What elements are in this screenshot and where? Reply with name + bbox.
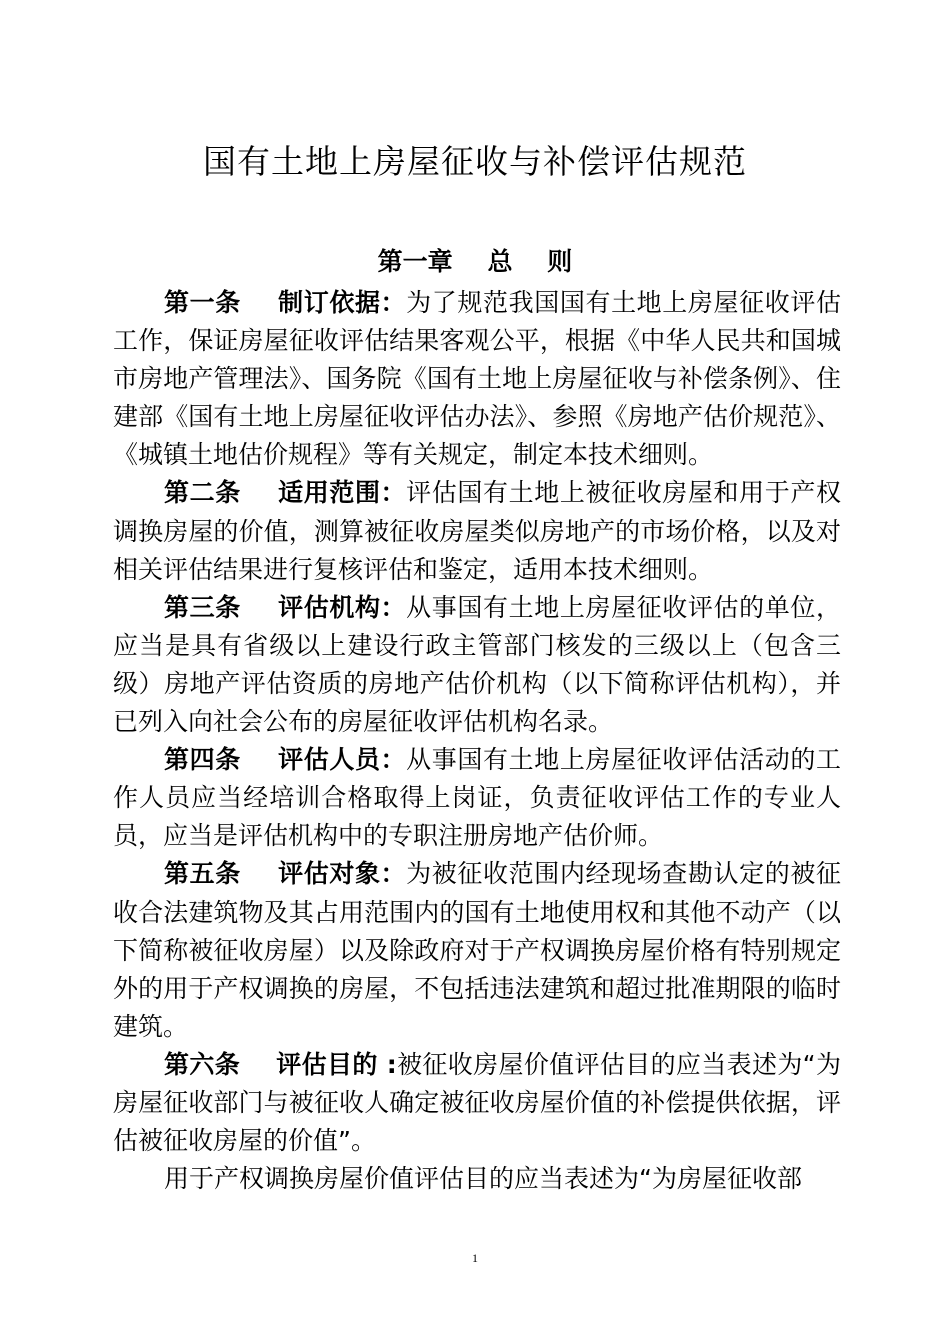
article-6 [113,1046,841,1160]
article-heading: 第三条 评估机构： [164,592,407,622]
article-text: 从事国有土地上房屋征收评估的单位，应当是具有省级以上建设行政主管部门核发的三级以上（包含三级）房地产评估资质的房地产估价机构（以下简称评估机构），并已列入向社会公布的房屋征收评估机构名录。 [113,592,841,737]
article-2 [113,474,841,588]
document-body [113,284,841,1198]
article-3 [113,589,841,741]
article-heading: 第五条 评估对象： [164,859,407,889]
article-heading: 第六条 评估目的 : [164,1049,397,1079]
page-number: 1 [472,1251,478,1265]
article-text: 从事国有土地上房屋征收评估活动的工作人员应当经培训合格取得上岗证，负责征收评估工作的专业人员，应当是评估机构中的专职注册房地产估价师。 [113,745,841,851]
article-1 [113,284,841,474]
article-text: 为了规范我国国有土地上房屋征收评估工作，保证房屋征收评估结果客观公平，根据《中华人民共和国城市房地产管理法》、国务院《国有土地上房屋征收与补偿条例》、住建部《国有土地上房屋征收评估办法》、参照《房地产估价规范》、《城镇土地估价规程》等有关规定，制定本技术细则。 [113,288,841,470]
chapter-heading: 第一章 总 则 [377,247,573,276]
article-4 [113,741,841,855]
article-heading: 第四条 评估人员： [164,745,407,775]
article-heading: 第一条 制订依据： [164,288,407,317]
continuation-paragraph: 用于产权调换房屋价值评估目的应当表述为“为房屋征收部 [164,1164,802,1194]
article-heading: 第二条 适用范围： [164,478,407,508]
article-5 [113,855,841,1045]
article-text: 为被征收范围内经现场查勘认定的被征收合法建筑物及其占用范围内的国有土地使用权和其他不动产（以下简称被征收房屋）以及除政府对于产权调换房屋价格有特别规定外的用于产权调换的房屋，不包括违法建筑和超过批准期限的临时建筑。 [113,859,841,1041]
article-text: 被征收房屋价值评估目的应当表述为“为房屋征收部门与被征收人确定被征收房屋价值的补偿提供依据，评估被征收房屋的价值”。 [113,1049,841,1156]
article-text: 评估国有土地上被征收房屋和用于产权调换房屋的价值，测算被征收房屋类似房地产的市场价格，以及对相关评估结果进行复核评估和鉴定，适用本技术细则。 [113,478,841,584]
document-title: 国有土地上房屋征收与补偿评估规范 [203,142,747,181]
